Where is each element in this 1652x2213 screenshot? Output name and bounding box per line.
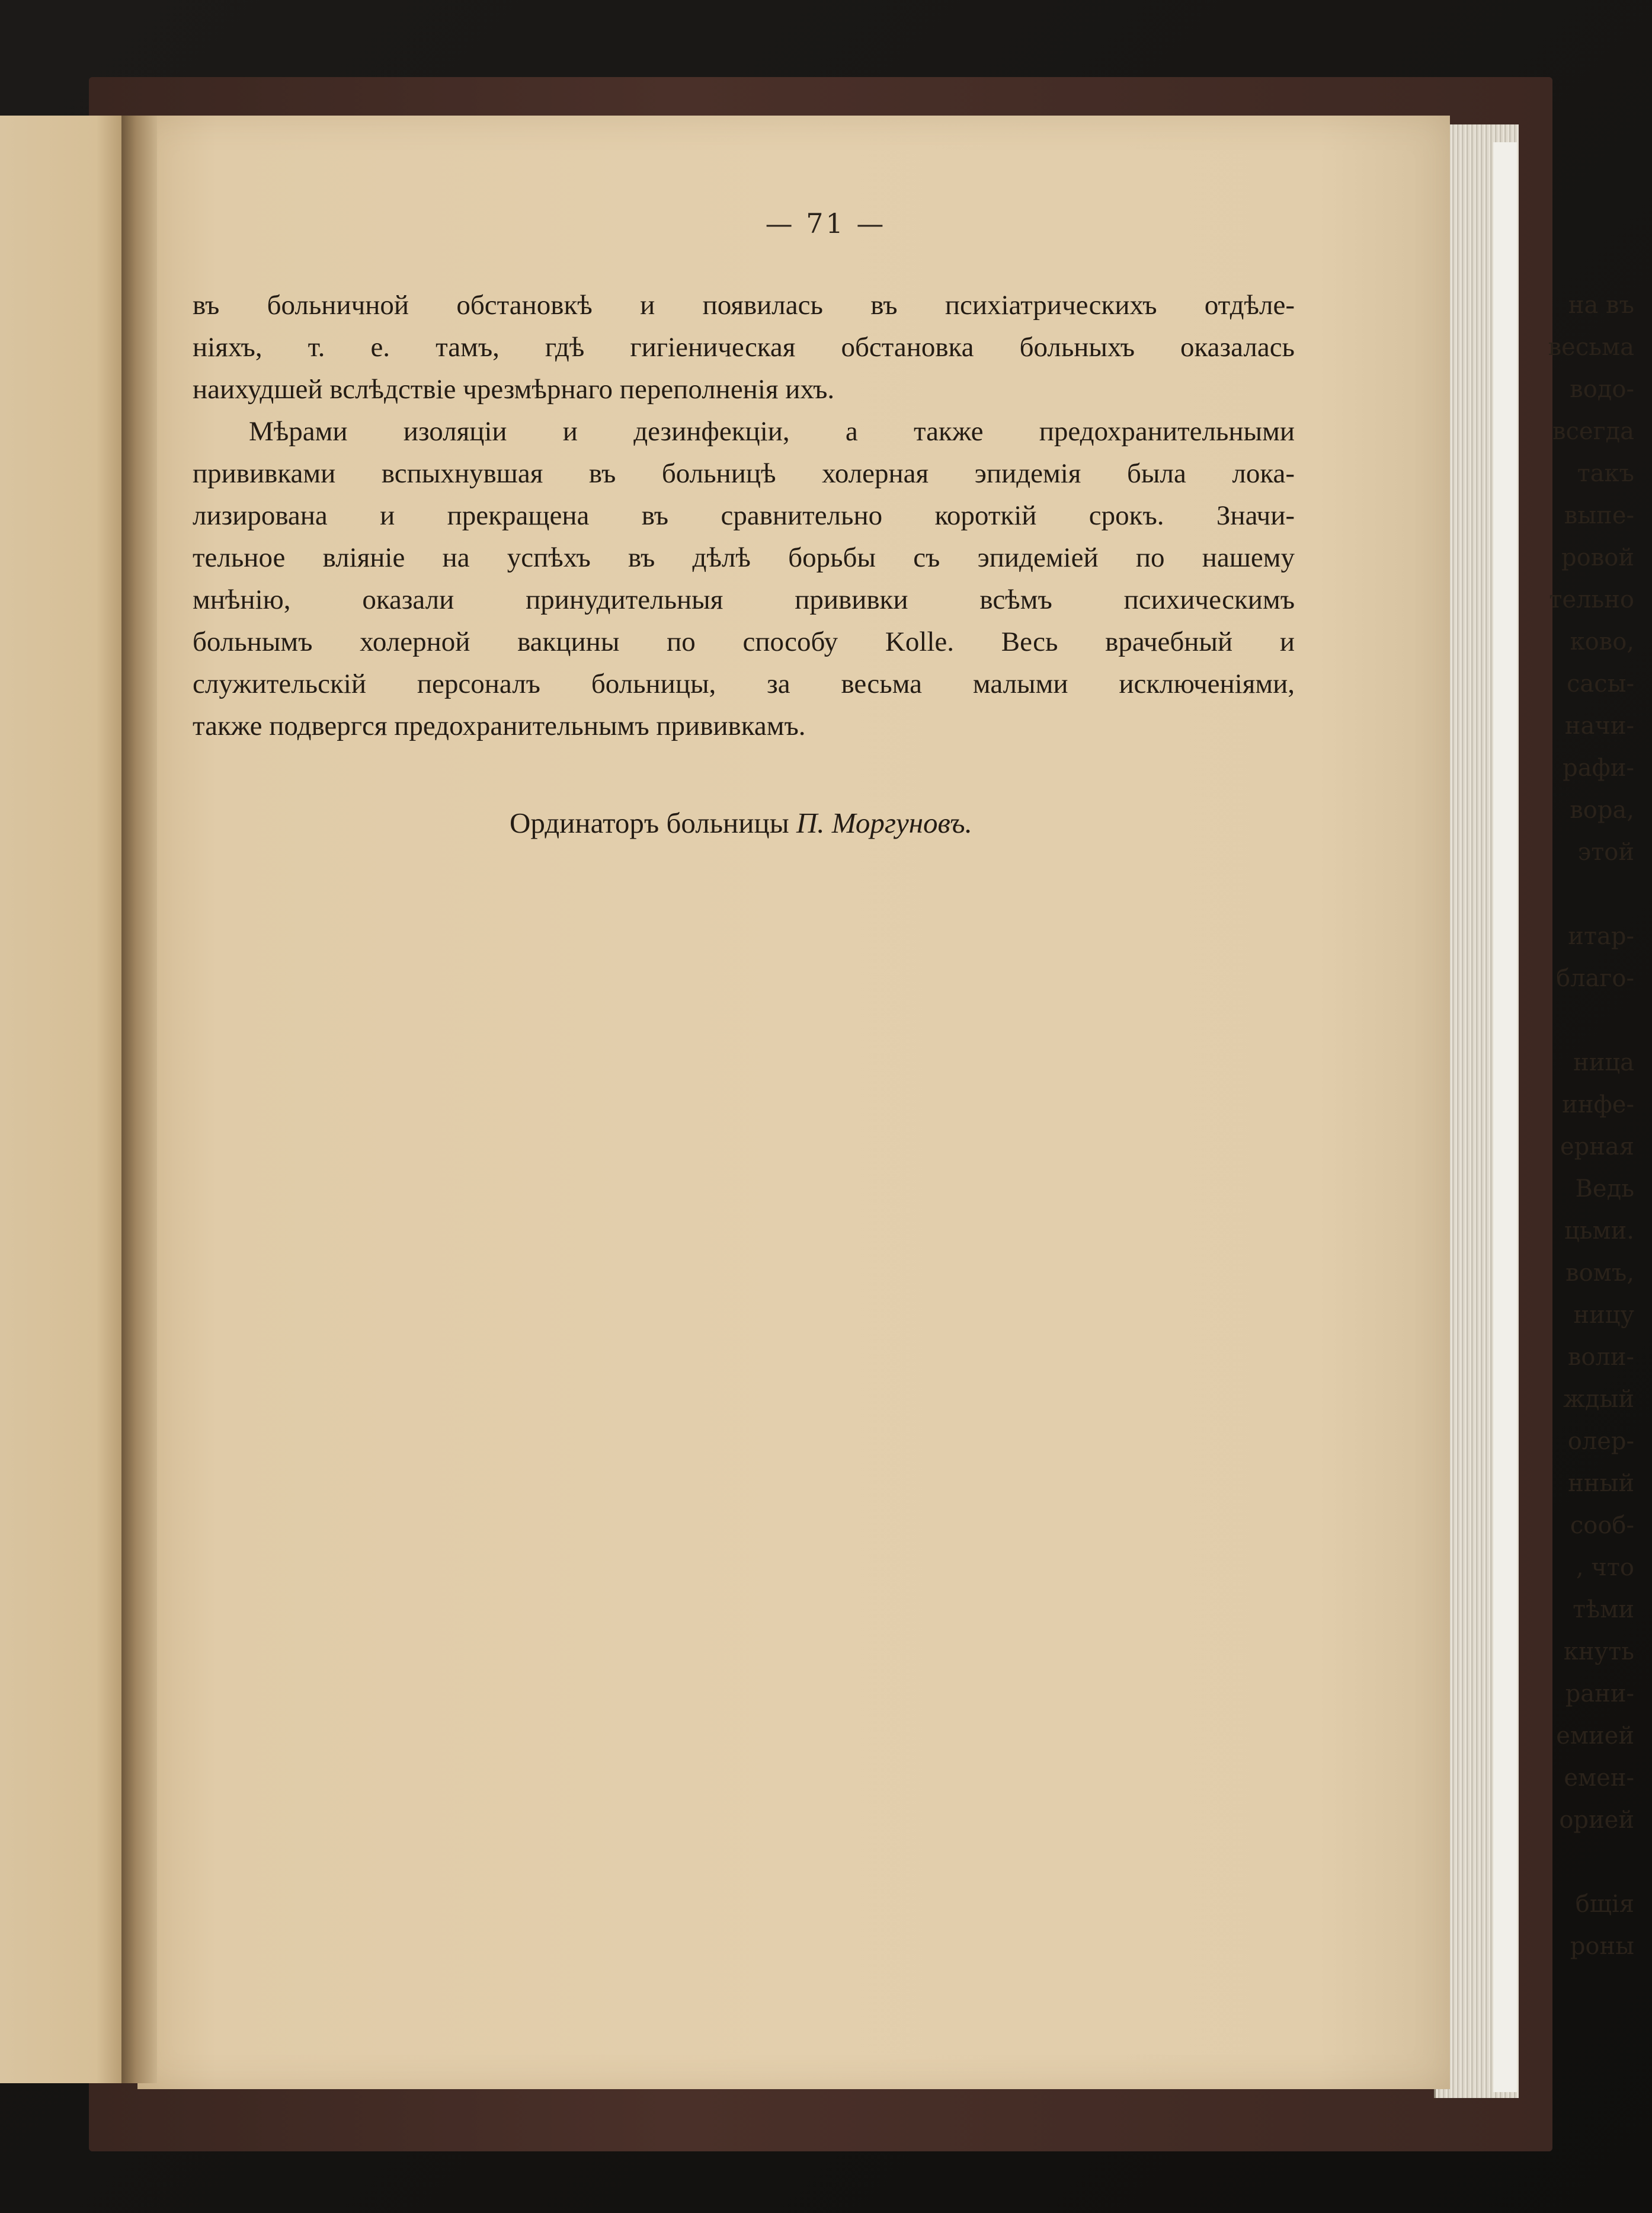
left-page-line: ково, <box>1570 628 1634 655</box>
left-page-line: всегда <box>1552 418 1634 445</box>
left-page-line: этой <box>1577 839 1634 866</box>
left-page-line: итар- <box>1568 923 1634 950</box>
left-page-line: сасы- <box>1566 670 1634 698</box>
left-page-line: рани- <box>1565 1680 1634 1707</box>
left-page-line <box>1492 1000 1634 1042</box>
left-facing-page <box>0 116 137 2083</box>
left-page-line <box>1492 1841 1634 1883</box>
left-page-line: цьми. <box>1564 1217 1634 1245</box>
left-page-line: емией <box>1556 1722 1634 1750</box>
left-page-line: вомъ, <box>1565 1259 1634 1287</box>
left-page-line: орией <box>1559 1806 1634 1834</box>
left-page-line: инфе- <box>1562 1091 1634 1118</box>
left-page-text <box>1492 284 1634 1968</box>
paragraph-1 <box>193 284 1295 411</box>
text-line: въ больничной обстановкѣ и появилась въ психіатрическихъ отдѣле- <box>193 290 1295 321</box>
book-gutter <box>121 116 157 2083</box>
left-page-line: Ведь <box>1575 1175 1634 1203</box>
left-page-line: ждый <box>1563 1386 1634 1413</box>
text-line: ніяхъ, т. е. тамъ, гдѣ гигіеническая обстановка больныхъ оказалась <box>193 332 1295 363</box>
text-line: служительскій персоналъ больницы, за весьма малыми исключеніями, <box>193 669 1295 699</box>
left-page-line <box>1492 874 1634 916</box>
text-line: прививками вспыхнувшая въ больницѣ холерная эпидемія была лока- <box>193 458 1295 489</box>
body-text <box>193 284 1295 747</box>
left-page-line: рафи- <box>1563 754 1634 782</box>
left-page-line: вора, <box>1570 797 1634 824</box>
left-page-line: олер- <box>1567 1428 1634 1455</box>
left-page-line: кнуть <box>1563 1638 1634 1665</box>
left-page-line: нный <box>1568 1470 1634 1497</box>
left-page-line: весьма <box>1548 334 1634 361</box>
left-page-line: начи- <box>1564 712 1634 740</box>
page-number: — 71 — <box>765 207 886 239</box>
left-page-line: ница <box>1573 1049 1634 1076</box>
text-line: больнымъ холерной вакцины по способу Kolle. Весь врачебный и <box>193 626 1295 657</box>
text-line: мнѣнію, оказали принудительныя прививки всѣмъ психическимъ <box>193 584 1295 615</box>
left-page-line: воли- <box>1567 1344 1634 1371</box>
left-page-line: на въ <box>1568 292 1634 319</box>
signature-name: П. Моргуновъ. <box>796 807 972 839</box>
left-page-line: тельно <box>1549 586 1634 613</box>
left-page-line: сооб- <box>1570 1512 1634 1539</box>
left-page-line: емен- <box>1564 1764 1634 1792</box>
left-page-line: ровой <box>1561 544 1634 571</box>
signature <box>510 806 972 840</box>
left-page-line: ницу <box>1573 1301 1634 1329</box>
signature-title: Ординаторъ больницы <box>510 807 789 839</box>
left-page-line: тѣми <box>1572 1596 1634 1623</box>
left-page-line: , что <box>1576 1554 1634 1581</box>
left-page-line: роны <box>1570 1933 1634 1960</box>
paragraph-2 <box>193 411 1295 747</box>
left-page-line: такъ <box>1577 460 1634 487</box>
text-line: также подвергся предохранительнымъ прививкамъ. <box>193 711 806 741</box>
text-line: лизирована и прекращена въ сравнительно короткій срокъ. Значи- <box>193 500 1295 531</box>
text-line: Мѣрами изоляціи и дезинфекціи, а также предохранительными <box>249 416 1295 447</box>
left-page-line: водо- <box>1570 376 1634 403</box>
left-page-line: бщія <box>1575 1891 1634 1918</box>
left-page-line: выпе- <box>1564 502 1634 529</box>
text-line: тельное вліяніе на успѣхъ въ дѣлѣ борьбы съ эпидеміей по нашему <box>193 542 1295 573</box>
left-page-line: благо- <box>1556 965 1634 992</box>
left-page-line: ерная <box>1560 1133 1634 1160</box>
text-line: наихудшей вслѣдствіе чрезмѣрнаго переполненія ихъ. <box>193 374 835 405</box>
